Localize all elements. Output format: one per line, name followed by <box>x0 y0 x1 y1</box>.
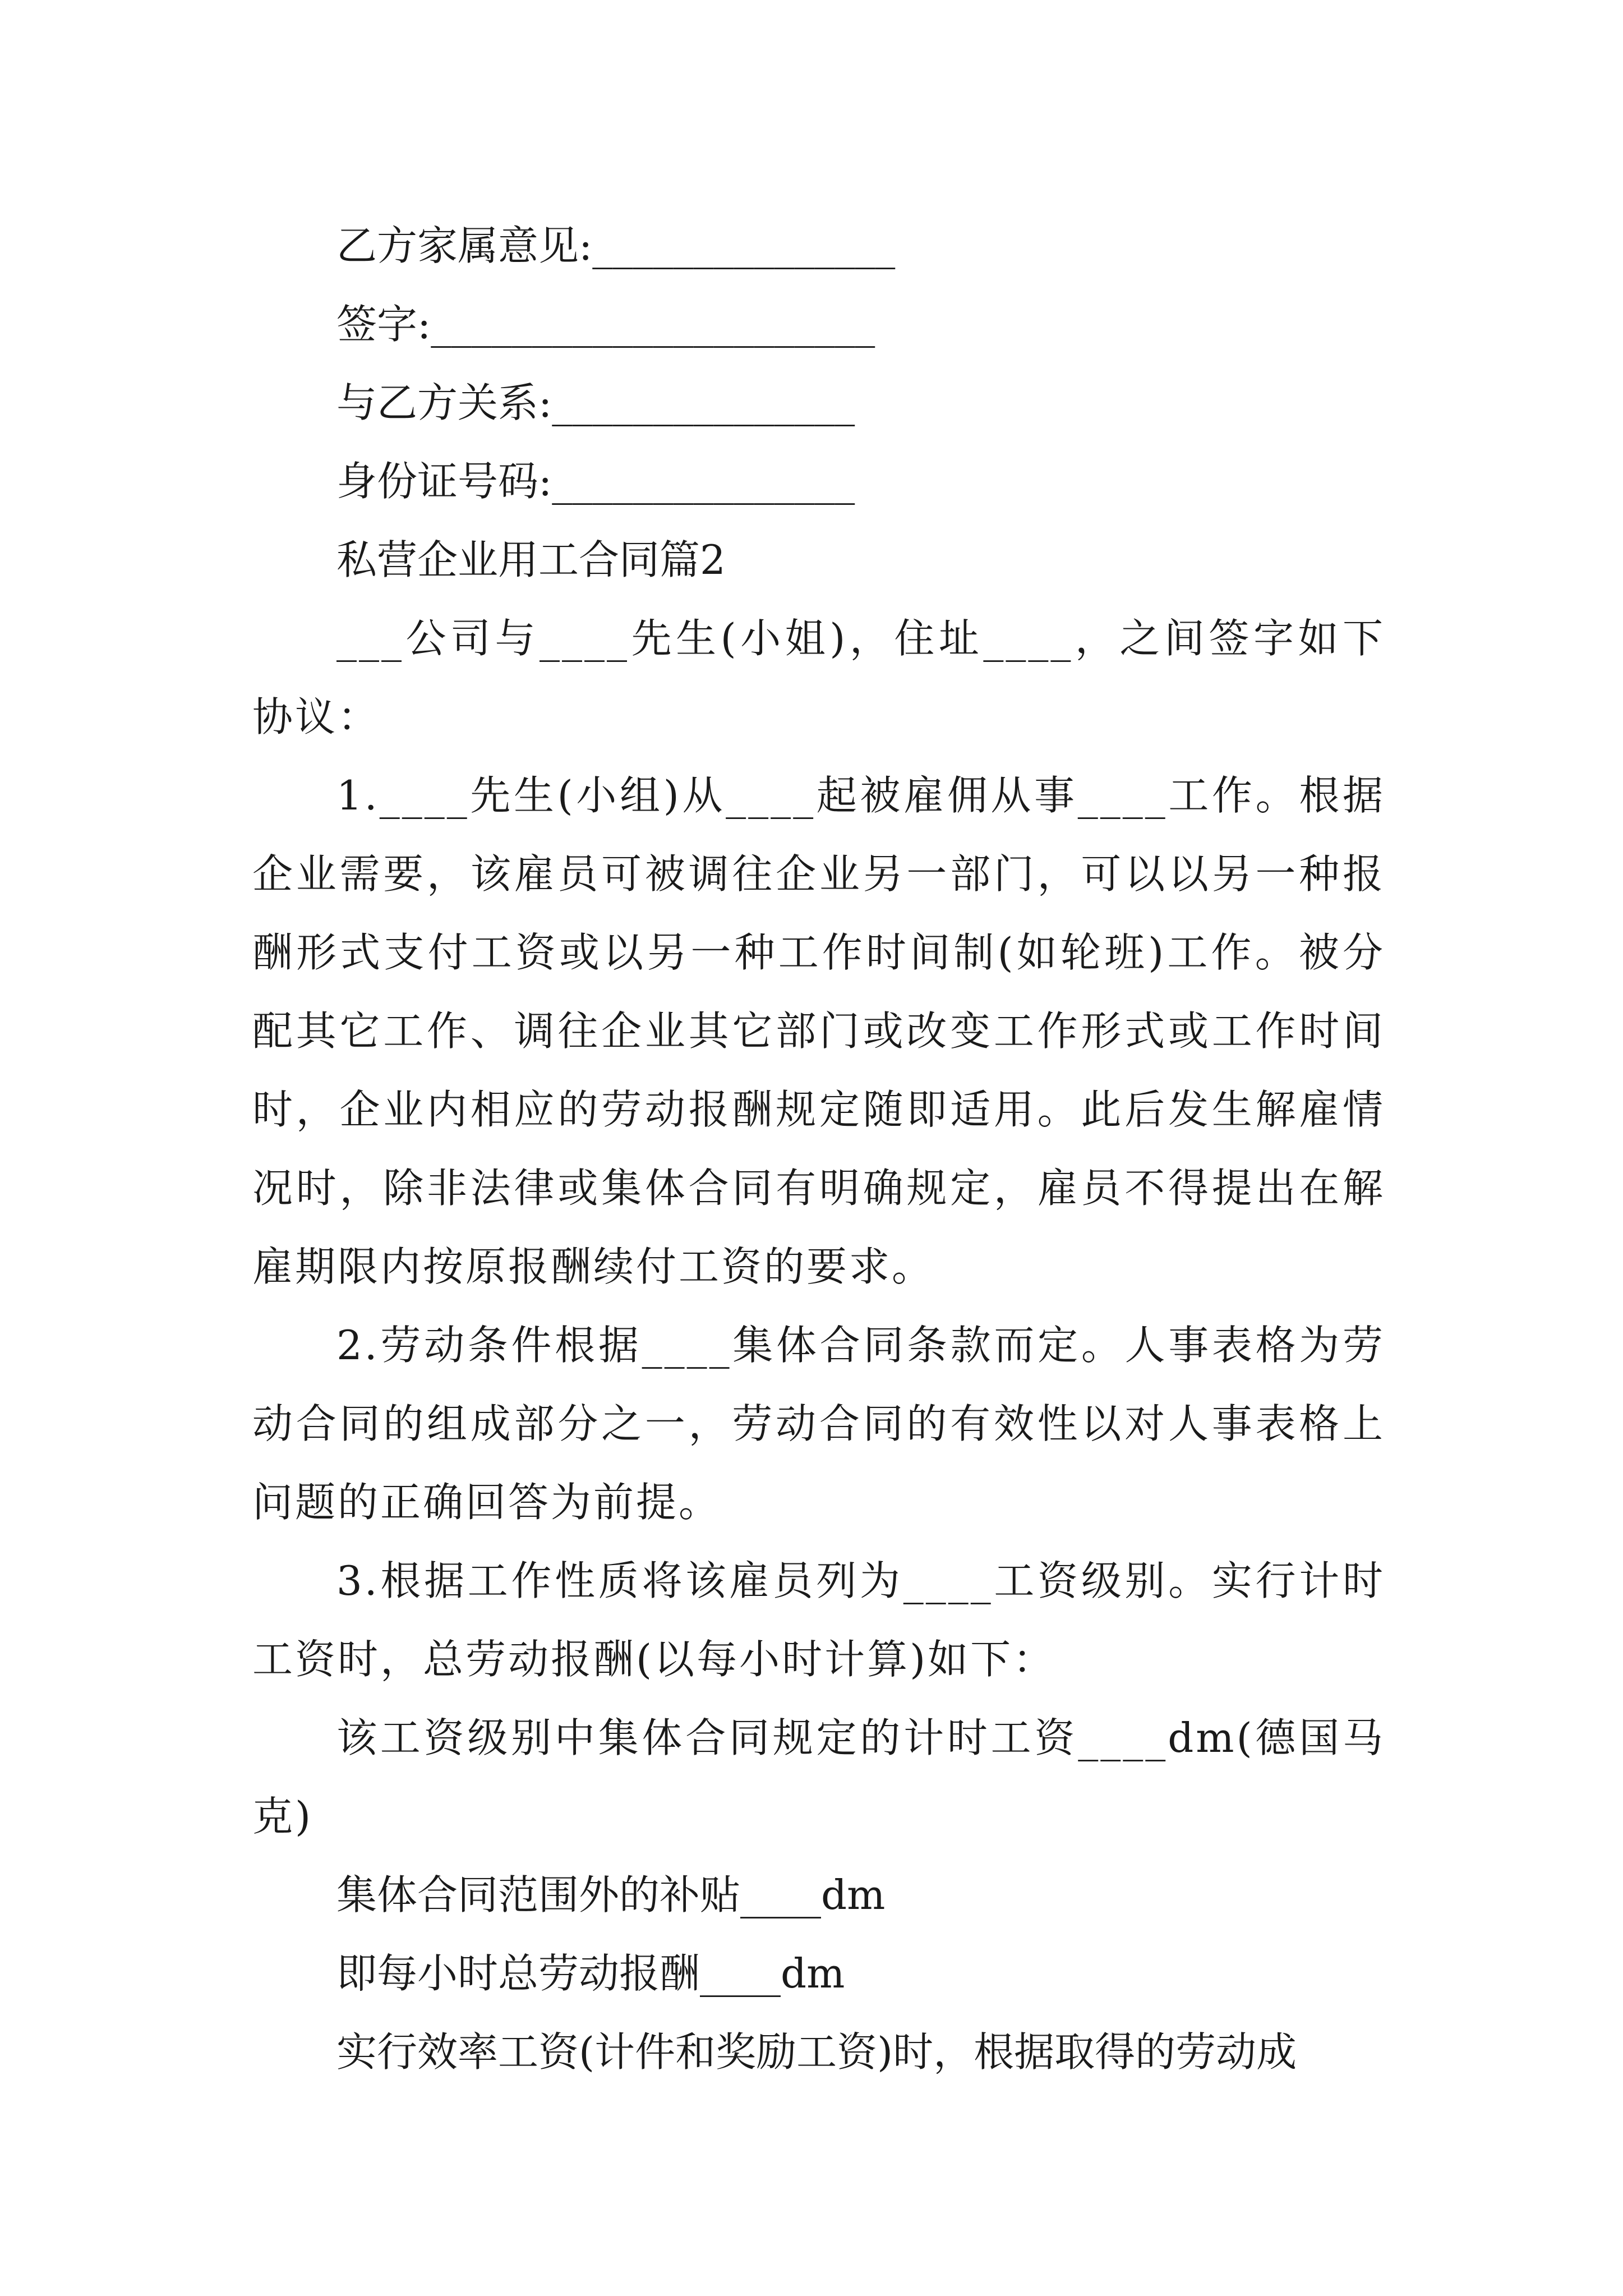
allowance-line: 集体合同范围外的补贴____dm <box>336 1871 886 1918</box>
hourly-total-line: 即每小时总劳动报酬____dm <box>336 1950 845 1997</box>
section-title: 私营企业用工合同篇2 <box>336 536 726 583</box>
relationship-line: 与乙方关系:_______________ <box>336 379 855 426</box>
family-opinion-line: 乙方家属意见:_______________ <box>336 222 896 269</box>
clause-2-paragraph: 2.劳动条件根据____集体合同条款而定。人事表格为劳动合同的组成部分之一，劳动合同的有效性以对人事表格上问题的正确回答为前提。 <box>252 1322 1385 1526</box>
intro-paragraph: ___公司与____先生(小姐)，住址____，之间签字如下协议： <box>252 615 1385 740</box>
efficiency-wage-line: 实行效率工资(计件和奖励工资)时，根据取得的劳动成 <box>336 2028 1297 2076</box>
clause-3-paragraph: 3.根据工作性质将该雇员列为____工资级别。实行计时工资时，总劳动报酬(以每小时计算)如下： <box>252 1557 1385 1683</box>
signature-line: 签字:______________________ <box>336 301 875 348</box>
collective-wage-line: 该工资级别中集体合同规定的计时工资____dm(德国马克) <box>252 1714 1385 1840</box>
id-number-line: 身份证号码:_______________ <box>336 458 855 505</box>
document-body <box>252 206 1385 2091</box>
clause-1-paragraph: 1.____先生(小组)从____起被雇佣从事____工作。根据企业需要，该雇员可被调往企业另一部门，可以以另一种报酬形式支付工资或以另一种工作时间制(如轮班)工作。被分配其它工作、调往企业其它部门或改变工作形式或工作时间时，企业内相应的劳动报酬规定随即适用。此后发生解雇情况时，除非法律或集体合同有明确规定，雇员不得提出在解雇期限内按原报酬续付工资的要求。 <box>252 772 1385 1290</box>
